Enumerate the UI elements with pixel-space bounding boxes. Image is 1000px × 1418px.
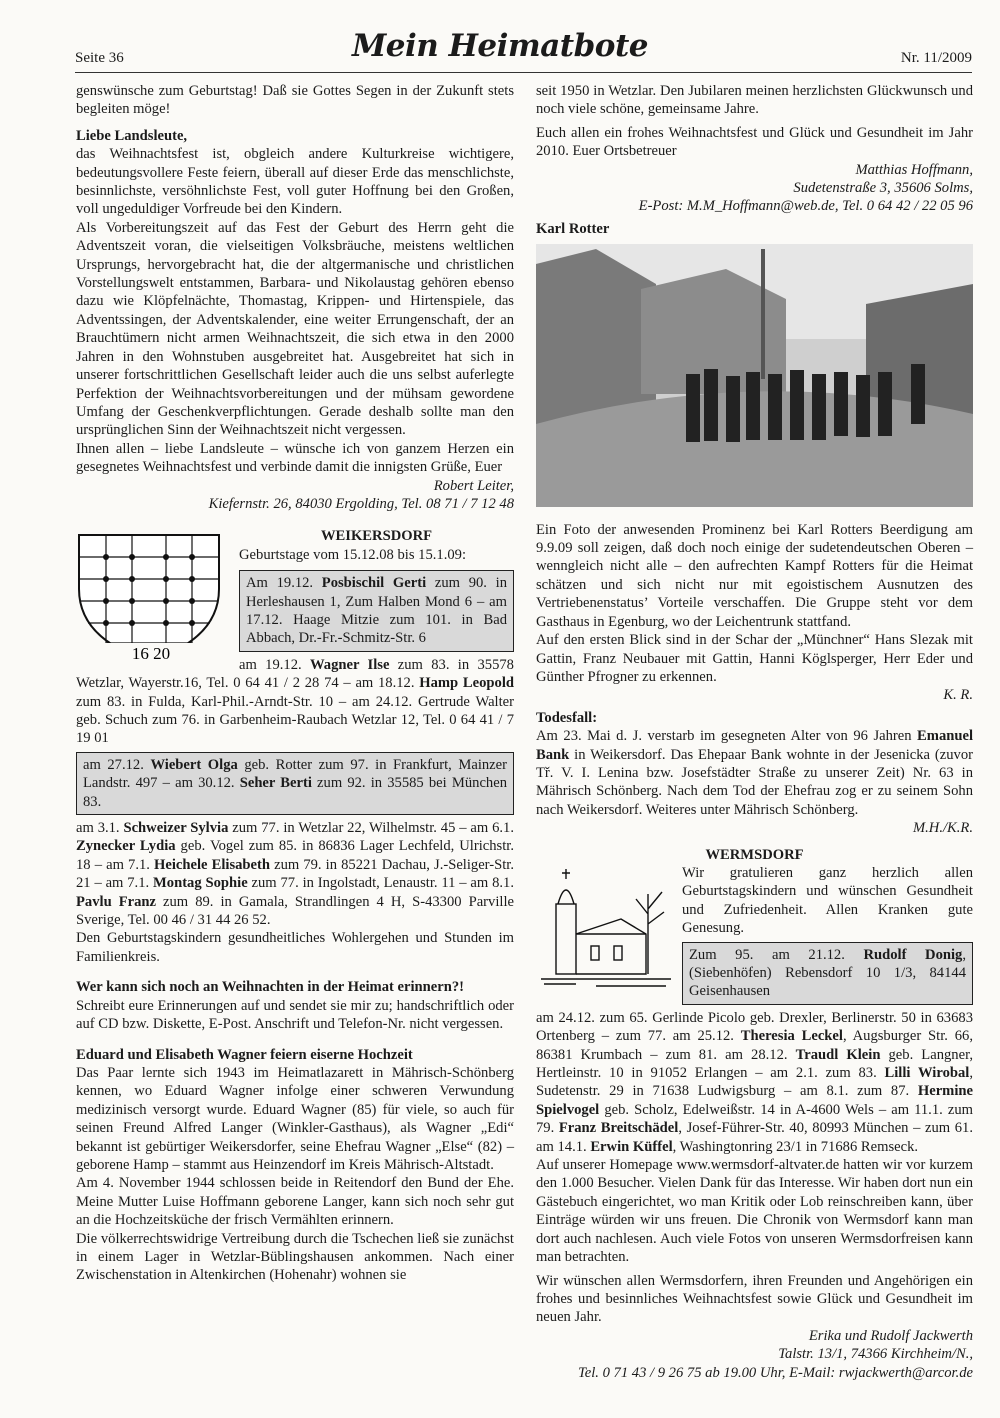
birthday-wish: Den Geburtstagskindern gesundheitliches Wohlergehen und Stunden im Familienkreis. (76, 930, 514, 965)
liebe-paragraph-3: Ihnen allen – liebe Landsleute – wünsche ich von ganzem Herzen ein gesegnetes Weihnachtsfest und verbinde damit die innigsten Grüße, Euer (76, 440, 514, 476)
homepage-paragraph: Auf unserer Homepage www.wermsdorf-altvater.de hatten wir vor kurzem den 1.000 Besucher. Vielen Dank für das Interesse. Wir haben dort nun ein Gästebuch eingerichtet, wo man Kritik oder Lob reinschreiben kann, über Einträge würden wir uns freuen. Die Chronik von Wermsdorf kann man dort auch nachlesen. Auch viele Fotos von unseren Wermsdorfreisen kann man betrachten. (536, 1157, 973, 1266)
liebe-heading: Liebe Landsleute, (76, 127, 188, 144)
right-column (536, 82, 973, 1382)
birthday-box-3: Zum 95. am 21.12. Rudolf Donig, (Siebenhöfen) Rebensdorf 10 1/3, 84144 Geisenhausen (682, 942, 973, 1005)
rotter-heading: Karl Rotter (536, 220, 610, 237)
header-rule (75, 72, 972, 73)
ortsbetreuer-address: Sudetenstraße 3, 35606 Solms, (793, 180, 973, 197)
final-signature-name: Erika und Rudolf Jackwerth (808, 1327, 973, 1344)
wagner-continued: seit 1950 in Wetzlar. Den Jubilaren meinen herzlichsten Glückwunsch und noch viele schöne, gemeinsame Jahre. (536, 83, 973, 118)
memories-heading: Wer kann sich noch an Weihnachten in der Heimat erinnern?! (76, 979, 464, 996)
liebe-paragraph-1: das Weihnachtsfest ist, obgleich andere Kulturkreise wichtigere, bedeutungsvollere Feste feiern, überall auf dieser Erde das menschlichste, besinnlichste, versöhnlichste Fest, voll guter Hoffnung bei den Großen, voll ungeduldiger Vorfreude bei den Kindern. (76, 146, 514, 218)
signature-address: Kiefernstr. 26, 84030 Ergolding, Tel. 08 71 / 7 12 48 (208, 495, 514, 512)
ortsbetreuer-greeting: Euch allen ein frohes Weihnachtsfest und Glück und Gesundheit im Jahr 2010. Euer Ortsbetreuer (536, 124, 973, 160)
memories-body: Schreibt eure Erinnerungen auf und sendet sie mir zu; handschriftlich oder auf CD bzw. Diskette, E-Post. Anschrift und Telefon-Nr. nicht vergessen. (76, 997, 514, 1033)
page-header (0, 0, 1000, 80)
final-signature-address: Talstr. 13/1, 74366 Kirchheim/N., (778, 1346, 973, 1363)
birthday-list-1: am 19.12. Wagner Ilse zum 83. in 35578 Wetzlar, Wayerstr.16, Tel. 0 64 41 / 2 28 74 – am 18.12. Hamp Leopold zum 83. in Fulda, Karl-Phil.-Arndt-Str. 10 – am 24.12. Gertrude Walter geb. Schuch zum 76. in Garbenheim-Raubach Wetzlar 12, Tel. 0 64 41 / 7 19 01 (76, 656, 515, 747)
wagner-paragraph-1: Das Paar lernte sich 1943 im Heimatlazarett in Mährisch-Schönberg kennen, wo Eduard Wagner infolge einer schweren Verwundung medizinisch versorgt wurde. Eduard Wagner (85) für viele, so auch für seinen Freund Alfred Langer (Winkler-Gasthaus), als Wagner „Edi“ bekannt ist gebürtiger Weikersdorfer, seine Ehefrau Wagner „Else“ (82) – geborene Hamp – stammt aus Heinzendorf im Kreis Mährisch-Altstadt. (76, 1064, 514, 1173)
weikersdorf-crest (76, 527, 231, 667)
final-signature-contact: Tel. 0 71 43 / 9 26 75 ab 19.00 Uhr, E-Mail: rwjackwerth@arcor.de (577, 1364, 973, 1381)
funeral-group-photo (536, 244, 973, 507)
crest-shield-icon (76, 527, 226, 665)
issue-number: Nr. 11/2009 (900, 50, 972, 66)
church-icon (536, 864, 676, 994)
page-number: Seite 36 (75, 50, 124, 66)
intro-text: genswünsche zum Geburtstag! Daß sie Gottes Segen in der Zukunft stets begleiten möge! (76, 83, 514, 118)
weikersdorf-date-range: Geburtstage vom 15.12.08 bis 15.1.09: (239, 546, 466, 563)
birthday-list-2: am 3.1. Schweizer Sylvia zum 77. in Wetzlar 22, Wilhelmstr. 45 – am 6.1. Zynecker Lydia geb. Vogel zum 85. in 86836 Lager Lechfeld, Ulrichstr. 18 – am 7.1. Heichele Elisabeth zum 79. in 85221 Dachau, J.-Seliger-Str. 21 – am 7.1. Montag Sophie zum 77. in Ingolstadt, Lenaustr. 11 – am 8.1. Pavlu Franz zum 89. in Gamala, Strandlingen 4 H, S-43300 Parville Sverige, Tel. 00 46 / 31 44 26 52. (76, 820, 514, 929)
crest-years: 16 20 (131, 644, 171, 664)
rotter-signature: K. R. (943, 687, 973, 704)
wermsdorf-birthday-list: am 24.12. zum 65. Gerlinde Picolo geb. Drexler, Berlinerstr. 50 in 63683 Ortenberg – zum 77. am 25.12. Theresia Leckel, Augsburger Str. 66, 86381 Krumbach – zum 81. am 28.12. Traudl Klein geb. Langner, Hertleinstr. 10 in 91052 Erlangen – am 2.1. zum 83. Lilli Wirobal, Sudetenstr. 29 in 71638 Ludwigsburg – am 8.1. zum 87. Hermine Spielvogel geb. Scholz, Edelweißstr. 14 in A-4600 Wels – am 11.1. zum 79. Franz Breitschädel, Josef-Führer-Str. 40, 80993 München – zum 61. am 14.1. Erwin Küffel, Washingtonring 23/1 in 71686 Remseck. (536, 1009, 973, 1155)
ortsbetreuer-contact: E-Post: M.M_Hoffmann@web.de, Tel. 0 64 42 / 22 05 96 (638, 198, 973, 215)
liebe-paragraph-2: Als Vorbereitungszeit auf das Fest der Geburt des Herrn geht die Adventszeit voran, die vielseitigen Volksbräuche, meistens weltlichen Ursprungs, hervorgebracht hat, die der altgermanische und christlichen Vorstellungswelt entstammen, Barbara- und Nikolaustag gehören ebenso dazu wie Klöpfelnächte, Thomastag, Krippen- und Hirtenspiele, das Adventssingen, der Adventskalender, eine weiter Errungenschaft, der an Brauchtümern nicht armen Weihnachtszeit, die sich etwa in den 2000 Jahren in den Wohnstuben ausgebreitet hat. Ausgebreitet hat sich in unserer fortschrittlichen Gesellschaft leider auch die uns selbst auferlegte Perfektion der Weihnachtsvorbereitungen und der mühsam gewordene Umfang der Geschenkverpflichtungen. Gerade deshalb sollte man den ursprünglichen Sinn der Weihnachtszeit nicht vergessen. (76, 219, 514, 439)
wermsdorf-section (536, 846, 973, 1157)
wagner-paragraph-2: Am 4. November 1944 schlossen beide in Reitendorf den Bund der Ehe. Meine Mutter Luise Hoffmann geborene Langer, kann sich noch sehr gut an die Hochzeitsküche der frisch Vermählten erinnern. (76, 1175, 514, 1229)
todesfall-signature: M.H./K.R. (913, 820, 973, 837)
final-wishes: Wir wünschen allen Wermsdorfern, ihren Freunden und Angehörigen ein frohes und besinnliches Weihnachtsfest sowie Glück und Gesundheit im neuen Jahr. (536, 1272, 973, 1326)
masthead-logo: Mein Heimatbote (351, 28, 649, 64)
birthday-box-2: am 27.12. Wiebert Olga geb. Rotter zum 97. in Frankfurt, Mainzer Landstr. 497 – am 30.12. Seher Berti zum 92. in 35585 bei München 83. (76, 752, 514, 815)
weikersdorf-section (76, 527, 514, 966)
rotter-paragraph: Auf den ersten Blick sind in der Schar der „Münchner“ Hans Slezak mit Gattin, Franz Neubauer mit Gattin, Hanni Köglsperger, Herr Eder und Günther Pfrogner zu erkennen. (536, 632, 973, 685)
wagner-heading: Eduard und Elisabeth Wagner feiern eiserne Hochzeit (76, 1046, 413, 1063)
weikersdorf-title: WEIKERSDORF (320, 528, 433, 545)
photo-caption: Ein Foto der anwesenden Prominenz bei Karl Rotters Beerdigung am 9.9.09 soll zeigen, daß doch noch einige der sudetendeutschen Oberen – wenngleich nicht alle – den aufrechten Kampf Rotters für die Heimat schätzen und sich nicht nur mit egoistischem Ausnutzen des Vertriebenenstatus’ Vorteile verschaffen. Die Gruppe steht vor dem Gasthaus in Egenburg, wo der Leichentrunk stattfand. (536, 521, 973, 630)
wermsdorf-title: WERMSDORF (705, 846, 804, 863)
church-illustration (536, 864, 676, 994)
left-column (76, 82, 514, 1285)
todesfall-body: Am 23. Mai d. J. verstarb im gesegneten Alter von 96 Jahren Emanuel Bank in Weikersdorf. Das Ehepaar Bank wohnte in der Jesenicka (zuvor Tř. V. I. Lenina bzw. Josefstädter Straße zu unserer Zeit) Nr. 63 in Mährisch Schönberg. Nach dem Tod der Ehefrau zog er zu seinem Sohn nach Weikersdorf. Weiteres unter Mährisch Schönberg. (536, 728, 973, 818)
ortsbetreuer-name: Matthias Hoffmann, (855, 161, 973, 178)
signature-name: Robert Leiter, (433, 477, 514, 494)
todesfall-heading: Todesfall: (536, 709, 598, 726)
birthday-box-1: Am 19.12. Posbischil Gerti zum 90. in Herleshausen 1, Zum Halben Mond 6 – am 17.12. Haage Mitzie zum 101. in Bad Abbach, Dr.-Fr.-Schmitz-Str. 6 (239, 570, 514, 652)
wermsdorf-greeting: Wir gratulieren ganz herzlich allen Geburtstagskindern und wünschen Gesundheit und Zufriedenheit. Allen Kranken gute Genesung. (682, 864, 973, 937)
wagner-paragraph-3: Die völkerrechtswidrige Vertreibung durch die Tschechen ließ sie zunächst in einem Lager in Wetzlar-Büblingshausen ankommen. Nach einer Zwischenstation in Altenkirchen (Hohenahr) wohnen sie (76, 1230, 514, 1284)
